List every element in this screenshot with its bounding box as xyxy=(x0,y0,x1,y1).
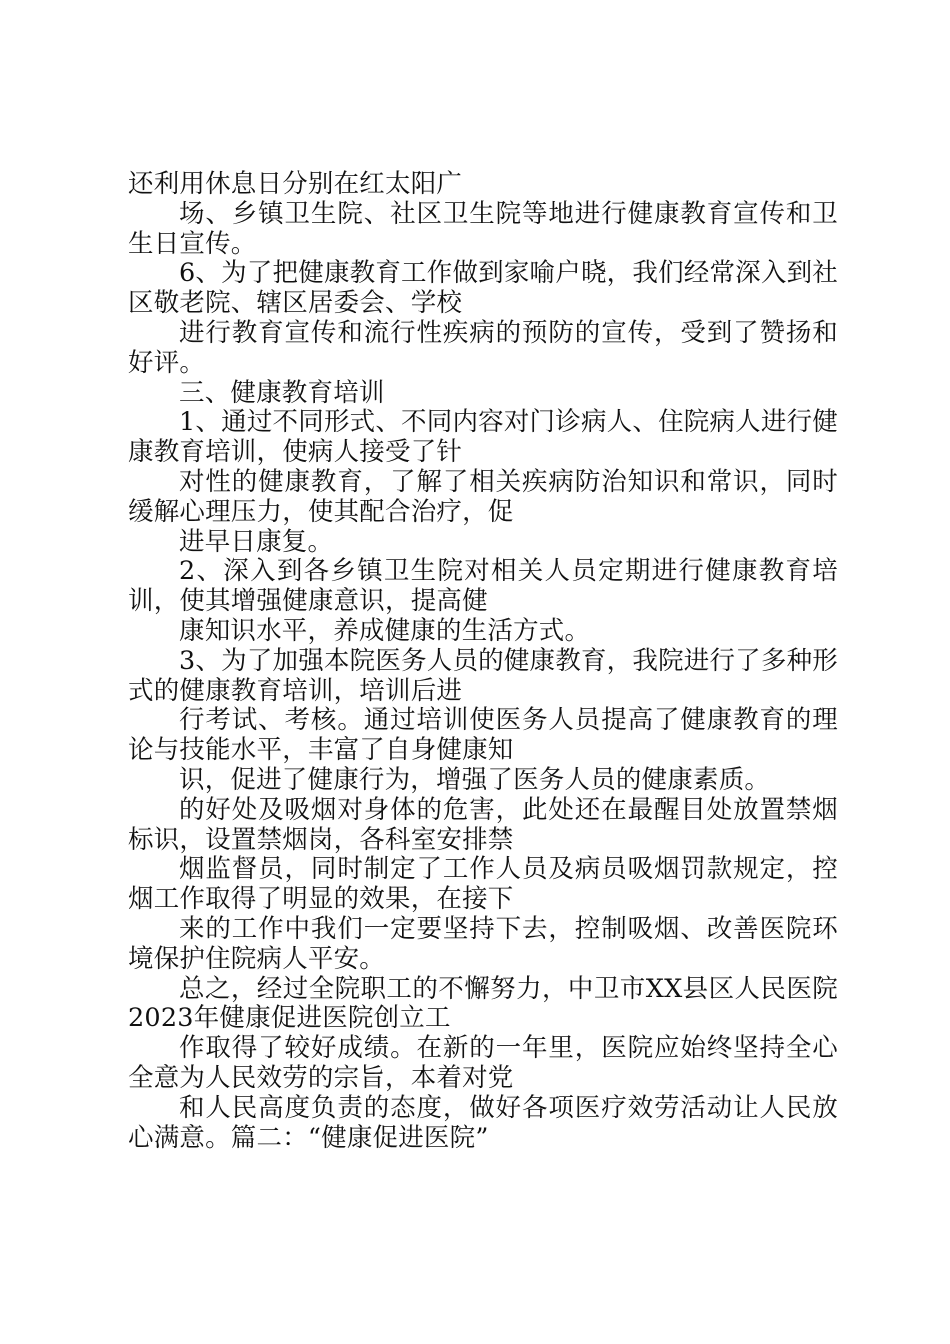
section-heading: 三、健康教育培训 xyxy=(179,377,385,408)
paragraph: 2、深入到各乡镇卫生院对相关人员定期进行健康教育培训，使其增强健康意识，提高健 xyxy=(128,556,838,617)
paragraph: 3、为了加强本院医务人员的健康教育，我院进行了多种形式的健康教育培训，培训后进 xyxy=(128,645,838,706)
document-body xyxy=(128,170,838,1153)
paragraph: 总之，经过全院职工的不懈努力，中卫市XX县区人民医院2023年健康促进医院创立工 xyxy=(128,973,838,1034)
paragraph: 行考试、考核。通过培训使医务人员提高了健康教育的理论与技能水平，丰富了自身健康知 xyxy=(128,705,838,766)
paragraph: 和人民高度负责的态度，做好各项医疗效劳活动让人民放心满意。篇二：“健康促进医院” xyxy=(128,1092,838,1153)
paragraph: 6、为了把健康教育工作做到家喻户晓，我们经常深入到社区敬老院、辖区居委会、学校 xyxy=(128,258,838,319)
paragraph: 的好处及吸烟对身体的危害，此处还在最醒目处放置禁烟标识，设置禁烟岗，各科室安排禁 xyxy=(128,794,838,855)
paragraph: 作取得了较好成绩。在新的一年里，医院应始终坚持全心全意为人民效劳的宗旨，本着对党 xyxy=(128,1033,838,1093)
paragraph: 进早日康复。 xyxy=(179,526,334,557)
paragraph: 识，促进了健康行为，增强了医务人员的健康素质。 xyxy=(179,764,771,795)
paragraph: 进行教育宣传和流行性疾病的预防的宣传，受到了赞扬和好评。 xyxy=(128,317,838,378)
paragraph: 场、乡镇卫生院、社区卫生院等地进行健康教育宣传和卫生日宣传。 xyxy=(128,198,838,259)
paragraph: 还利用休息日分别在红太阳广 xyxy=(128,169,463,199)
paragraph: 1、通过不同形式、不同内容对门诊病人、住院病人进行健康教育培训，使病人接受了针 xyxy=(128,407,838,468)
paragraph: 对性的健康教育，了解了相关疾病防治知识和常识，同时缓解心理压力，使其配合治疗，促 xyxy=(128,466,838,527)
paragraph: 烟监督员，同时制定了工作人员及病员吸烟罚款规定，控烟工作取得了明显的效果，在接下 xyxy=(128,854,838,915)
paragraph: 康知识水平，养成健康的生活方式。 xyxy=(179,615,591,646)
paragraph: 来的工作中我们一定要坚持下去，控制吸烟、改善医院环境保护住院病人平安。 xyxy=(128,913,838,974)
